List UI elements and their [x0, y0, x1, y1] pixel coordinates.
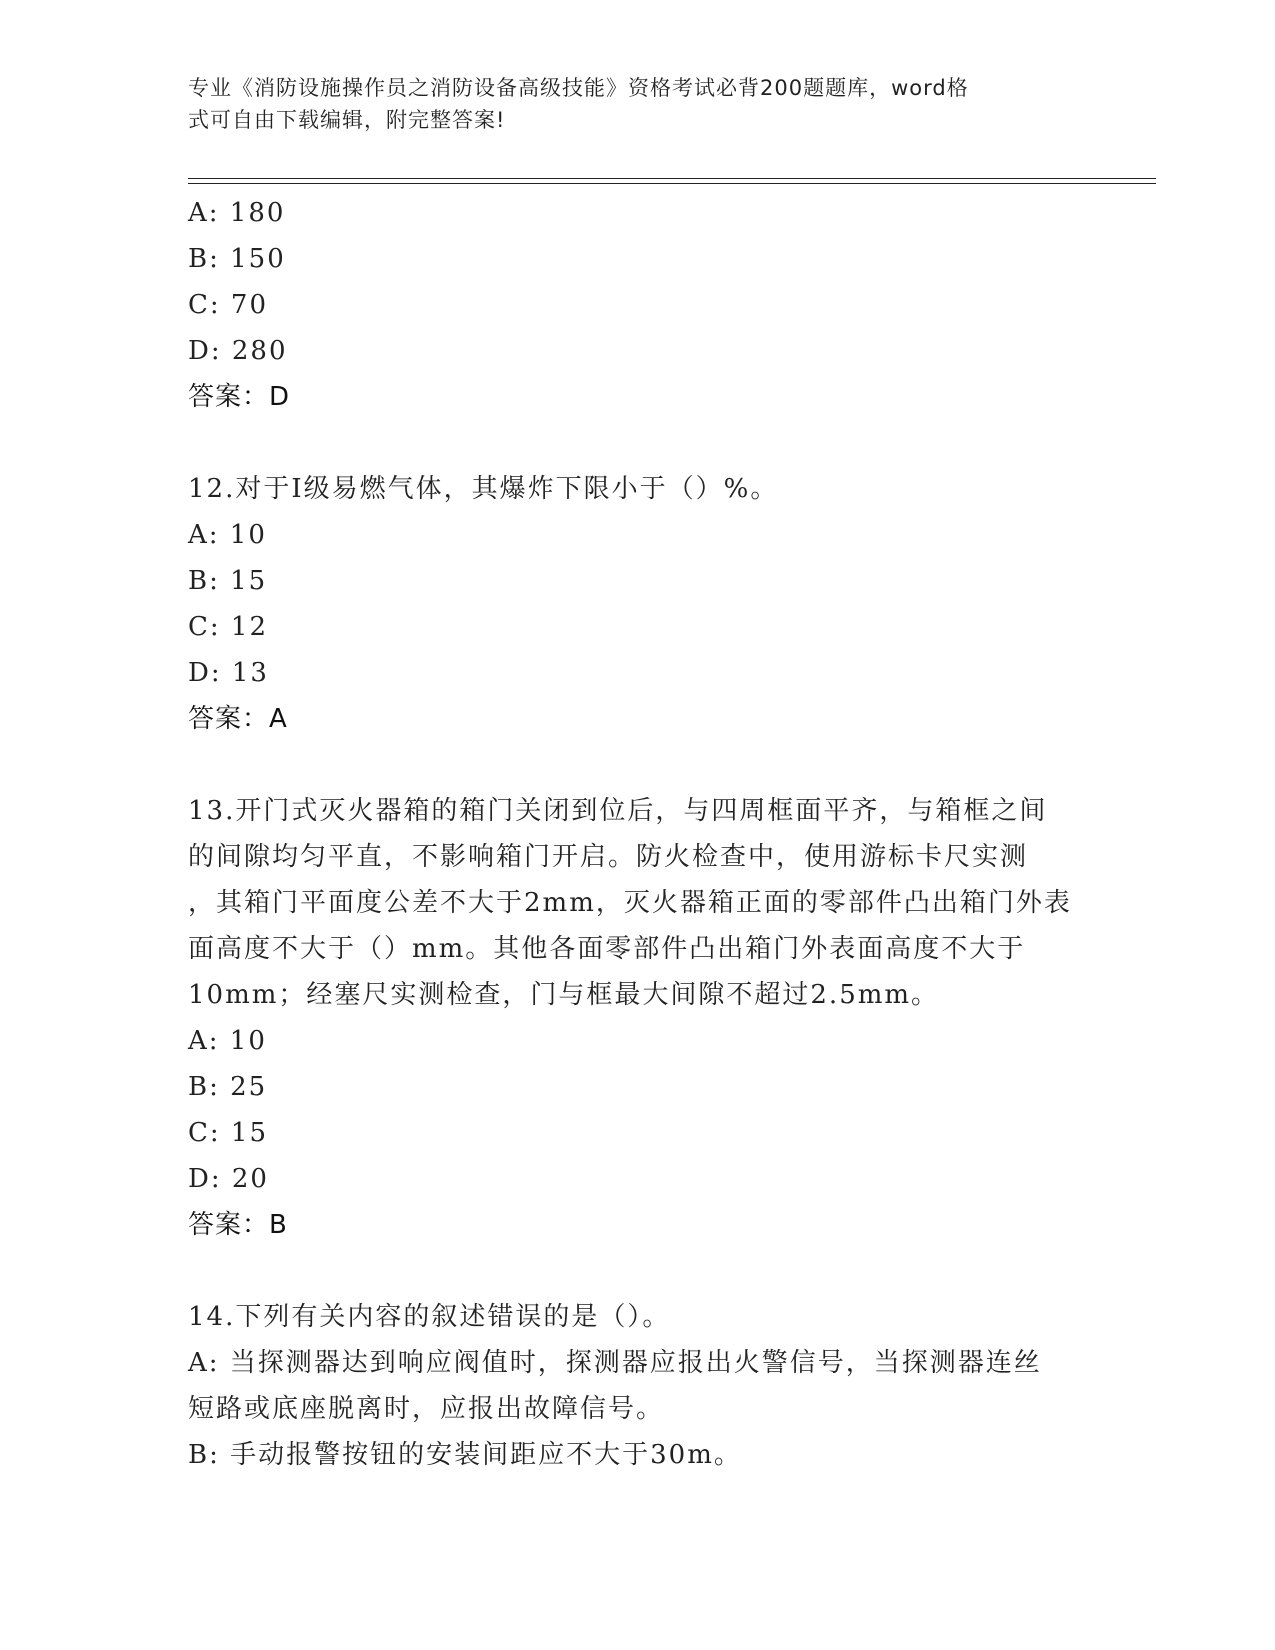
question-stem-line-4: 面高度不大于（）mm。其他各面零部件凸出箱门外表面高度不大于 [188, 934, 1026, 964]
question-stem: 14.下列有关内容的叙述错误的是（）。 [188, 1302, 671, 1332]
option-d: D: 13 [188, 658, 269, 688]
option-d: D: 20 [188, 1164, 269, 1194]
header-divider-top [188, 178, 1156, 179]
option-a-line-1: A: 当探测器达到响应阀值时，探测器应报出火警信号，当探测器连丝 [188, 1348, 1042, 1378]
spacer [188, 420, 1088, 466]
option-a: A: 10 [188, 1026, 267, 1056]
option-b: B: 25 [188, 1072, 268, 1102]
document-header [188, 72, 1088, 136]
option-a-line-2: 短路或底座脱离时，应报出故障信号。 [188, 1394, 665, 1424]
option-c: C: 12 [188, 612, 269, 642]
question-stem-line-1: 13.开门式灭火器箱的箱门关闭到位后，与四周框面平齐，与箱框之间 [188, 796, 1048, 826]
question-stem-line-2: 的间隙均匀平直，不影响箱门开启。防火检查中，使用游标卡尺实测 [188, 842, 1029, 872]
option-b: B: 15 [188, 566, 268, 596]
question-stem-line-3: ，其箱门平面度公差不大于2mm，灭火器箱正面的零部件凸出箱门外表 [188, 888, 1072, 918]
header-line-2: 式可自由下载编辑，附完整答案! [188, 108, 506, 132]
question-stem: 12.对于Ⅰ级易燃气体，其爆炸下限小于（）%。 [188, 474, 779, 504]
answer: 答案：A [188, 704, 288, 734]
option-a: A: 10 [188, 520, 267, 550]
option-c: C: 15 [188, 1118, 269, 1148]
option-c: C: 70 [188, 290, 269, 320]
question-11 [188, 190, 1088, 420]
question-list [188, 190, 1088, 1478]
question-stem-line-5: 10mm；经塞尺实测检查，门与框最大间隙不超过2.5mm。 [188, 980, 940, 1010]
answer: 答案：B [188, 1210, 288, 1240]
question-13 [188, 788, 1088, 1248]
answer: 答案：D [188, 382, 291, 412]
option-b: B: 150 [188, 244, 286, 274]
question-14 [188, 1294, 1088, 1478]
option-d: D: 280 [188, 336, 288, 366]
option-a: A: 180 [188, 198, 286, 228]
question-12 [188, 466, 1088, 742]
header-divider-bottom [188, 183, 1156, 184]
spacer [188, 742, 1088, 788]
option-b: B: 手动报警按钮的安装间距应不大于30m。 [188, 1440, 742, 1470]
header-line-1: 专业《消防设施操作员之消防设备高级技能》资格考试必背200题题库，word格 [188, 76, 969, 100]
spacer [188, 1248, 1088, 1294]
